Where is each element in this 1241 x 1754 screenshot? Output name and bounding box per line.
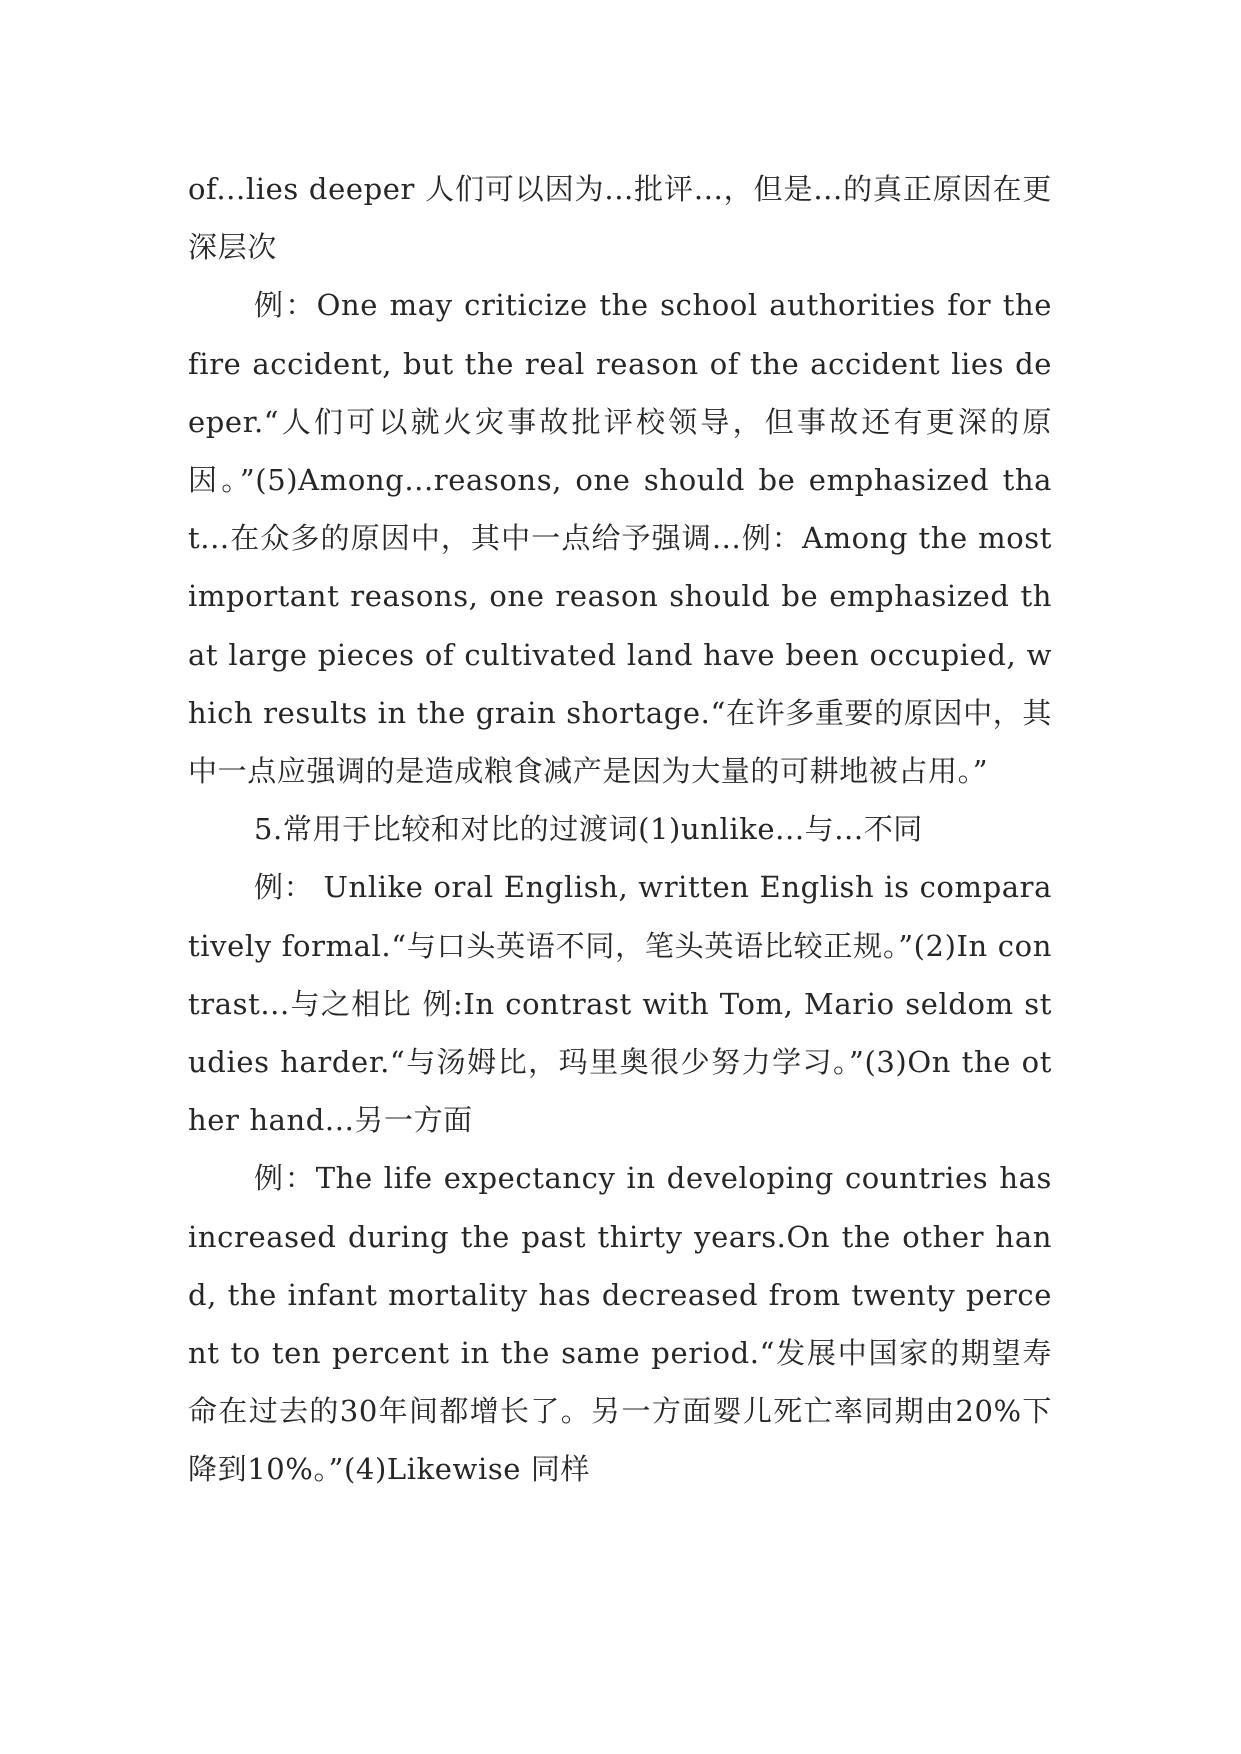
- paragraph-comparison-heading: 5.常用于比较和对比的过渡词(1)unlike...与...不同: [254, 812, 923, 847]
- paragraph-reasons-example: 例：One may criticize the school authorities for the fire accident, but the real reason of the accident lies deeper.“人们可以就火灾事故批评校领导，但事故还有更深的原因。”(5)Among...reasons, one should be emphasized that...在众多的原因中，其中一点给予强调...例：Among the most important reasons, one reason should be emphasized that large pieces of cultivated land have been occupied, which results in the grain shortage.“在许多重要的原因中，其中一点应强调的是造成粮食减产是因为大量的可耕地被占用。”: [188, 288, 1052, 789]
- paragraph-lies-deeper: of...lies deeper 人们可以因为...批评...，但是...的真正原因在更深层次: [188, 172, 1052, 265]
- paragraph-other-hand-example: 例：The life expectancy in developing countries has increased during the past thirty years.On the other hand, the infant mortality has decreased from twenty percent to ten percent in the same period.“发展中国家的期望寿命在过去的30年间都增长了。另一方面婴儿死亡率同期由20%下降到10%。”(4)Likewise 同样: [188, 1161, 1052, 1487]
- body-text: [188, 160, 1052, 1499]
- paragraph-unlike-example: 例： Unlike oral English, written English is comparatively formal.“与口头英语不同，笔头英语比较正规。”(2)In contrast...与之相比 例:In contrast with Tom, Mario seldom studies harder.“与汤姆比，玛里奥很少努力学习。”(3)On the other hand...另一方面: [188, 870, 1052, 1138]
